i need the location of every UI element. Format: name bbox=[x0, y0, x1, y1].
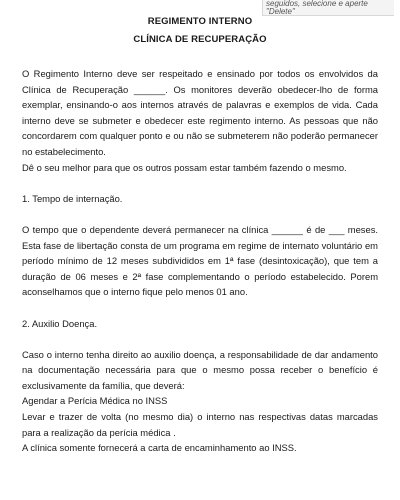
spacer bbox=[22, 331, 378, 347]
corner-note-line-2: "Delete" bbox=[266, 7, 295, 16]
section-2-item-3: A clínica somente fornecerá a carta de encaminhamento ao INSS. bbox=[22, 442, 297, 454]
document-body bbox=[22, 66, 378, 456]
intro-paragraph: O Regimento Interno deve ser respeitado e ensinado por todos os envolvidos da Clínica de Recuperação ______. Os monitores deverão obedecer-lho de forma exemplar, ensinando-o aos internos através de palavras e exemplos de vida. Cada interno deve se submeter e obedecer este regimento interno. As pessoas que não concordarem com qualquer ponto e ou não se submeterem não poderão permanecer no estabelecimento. bbox=[22, 68, 378, 157]
spacer bbox=[22, 300, 378, 316]
section-2-heading: 2. Auxilio Doença. bbox=[22, 317, 98, 329]
section-1-heading: 1. Tempo de internação. bbox=[22, 192, 123, 204]
document-title: REGIMENTO INTERNO bbox=[147, 16, 253, 27]
corner-note-line-1: seguidos, selecione e aperte bbox=[266, 0, 368, 8]
section-2-item-2: Levar e trazer de volta (no mesmo dia) o interno nas respectivas datas marcadas para a realização da perícia médica . bbox=[22, 411, 378, 438]
section-2-item-1: Agendar a Perícia Médica no INSS bbox=[22, 395, 168, 407]
document-subtitle: CLÍNICA DE RECUPERAÇÃO bbox=[133, 34, 267, 45]
section-1-paragraph: O tempo que o dependente deverá permanecer na clínica ______ é de ___ meses. Esta fase de libertação consta de um programa em regime de internato voluntário em período mínimo de 12 meses subdivididos em 1ª fase (desintoxicação), que tem a duração de 06 meses e 2ª fase complementando o período estabelecido. Porem aconselhamos que o interno fique pelo menos 01 ano. bbox=[22, 223, 378, 298]
section-2-paragraph: Caso o interno tenha direito ao auxilio doença, a responsabilidade de dar andamento na documentação necessária para que o mesmo possa receber o benefício é exclusivamente da família, que deverá: bbox=[22, 348, 378, 391]
spacer bbox=[22, 206, 378, 222]
corner-instruction-note bbox=[262, 0, 394, 16]
spacer bbox=[22, 175, 378, 191]
intro-closing: Dê o seu melhor para que os outros possam estar também fazendo o mesmo. bbox=[22, 161, 347, 173]
